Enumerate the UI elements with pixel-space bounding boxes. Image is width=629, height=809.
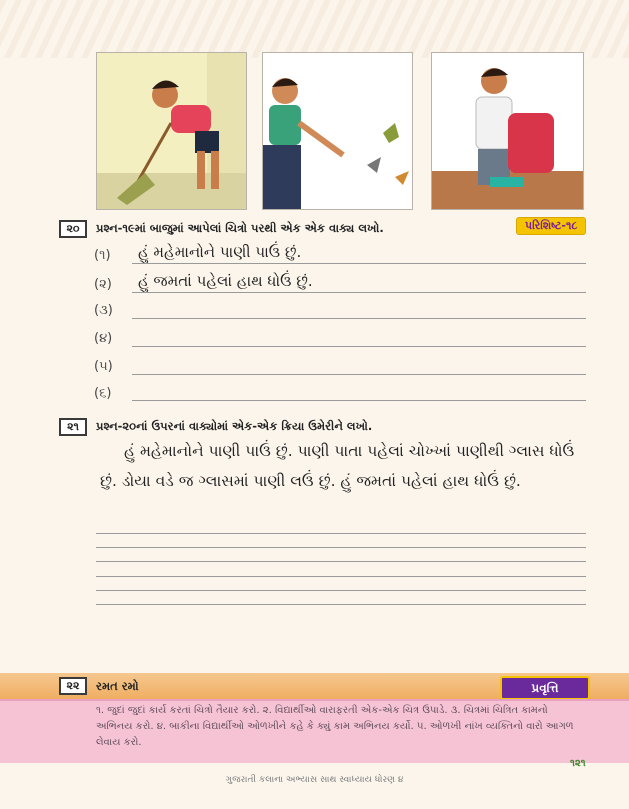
- answer-line-6: [132, 400, 586, 401]
- decorative-header-pattern: [0, 0, 629, 58]
- writing-line-3: [96, 561, 586, 562]
- writing-line-4: [96, 576, 586, 577]
- answer-line-5: [132, 374, 586, 375]
- question-21-text: પ્રશ્ન-૨૦નાં ઉપરનાં વાક્યોમાં એક-એક ક્રિયા ઉમેરીને લખો.: [96, 419, 373, 433]
- writing-line-5: [96, 590, 586, 591]
- answer-row-5-number: (૫): [94, 359, 113, 374]
- writing-line-2: [96, 547, 586, 548]
- activity-instructions: ૧. જુદાં જુદાં કાર્ય કરતાં ચિત્રો તૈયાર કરો. ૨. વિદ્યાર્થીઓ વારાફરતી એક-એક ચિત્ર ઉપાડે. ૩. ચિત્રમાં ચિત્રિત કામનો અભિનય કરો. ૪. બાકીના વિદ્યાર્થીઓ ઓળખીને કહે કે ક્યું કામ અભિનય કર્યો. ૫. ઓળખી નાંખ વ્યક્તિનો વારો આગળ લેવાય કરો.: [96, 705, 574, 748]
- footer-text: ગુજરાતી કલાના અભ્યાસ સાથ સ્વાધ્યાય ધોરણ ૪: [225, 775, 404, 785]
- page-number: ૧૨૧: [570, 758, 586, 769]
- answer-row-2-text: હું જમતાં પહેલાં હાથ ધોઉં છું.: [138, 272, 313, 290]
- answer-row-2-number: (૨): [94, 277, 112, 292]
- writing-line-6: [96, 604, 586, 605]
- picture-boy-with-bag: [431, 52, 584, 210]
- answer-line-4: [132, 346, 586, 347]
- question-21-answer: હું મહેમાનોને પાણી પાઉં છું. પાણી પાતા પહેલાં ચોખ્ખાં પાણીથી ગ્લાસ ધોઉં છું. ડોયા વડે જ ગ્લાસમાં પાણી લઉં છું. હું જમતાં પહેલાં હાથ ધોઉં છું.: [100, 442, 575, 490]
- answer-row-1-number: (૧): [94, 248, 111, 263]
- question-21-number: ૨૧: [59, 418, 87, 436]
- answer-line-3: [132, 318, 586, 319]
- question-22-text: રમત રમો: [96, 679, 139, 693]
- question-20-number: ૨૦: [59, 220, 87, 238]
- question-20-text: પ્રશ્ન-૧૯માં બાજુમાં આપેલાં ચિત્રો પરથી એક એક વાક્ય લખો.: [96, 221, 384, 235]
- question-22-number: ૨૨: [59, 677, 87, 695]
- answer-row-1-text: હું મહેમાનોને પાણી પાઉં છું.: [138, 243, 302, 261]
- activity-badge: પ્રવૃત્તિ: [500, 676, 590, 700]
- answer-line-2: [132, 292, 586, 293]
- answer-row-3-number: (૩): [94, 303, 113, 318]
- writing-line-1: [96, 533, 586, 534]
- picture-boy-with-birds: [262, 52, 413, 210]
- picture-sweeping-boy: [96, 52, 247, 210]
- answer-row-4-number: (૪): [94, 331, 113, 346]
- appendix-badge: પરિશિષ્ટ-૧૮: [516, 217, 586, 235]
- answer-line-1: [132, 263, 586, 264]
- answer-row-6-number: (૬): [94, 386, 112, 401]
